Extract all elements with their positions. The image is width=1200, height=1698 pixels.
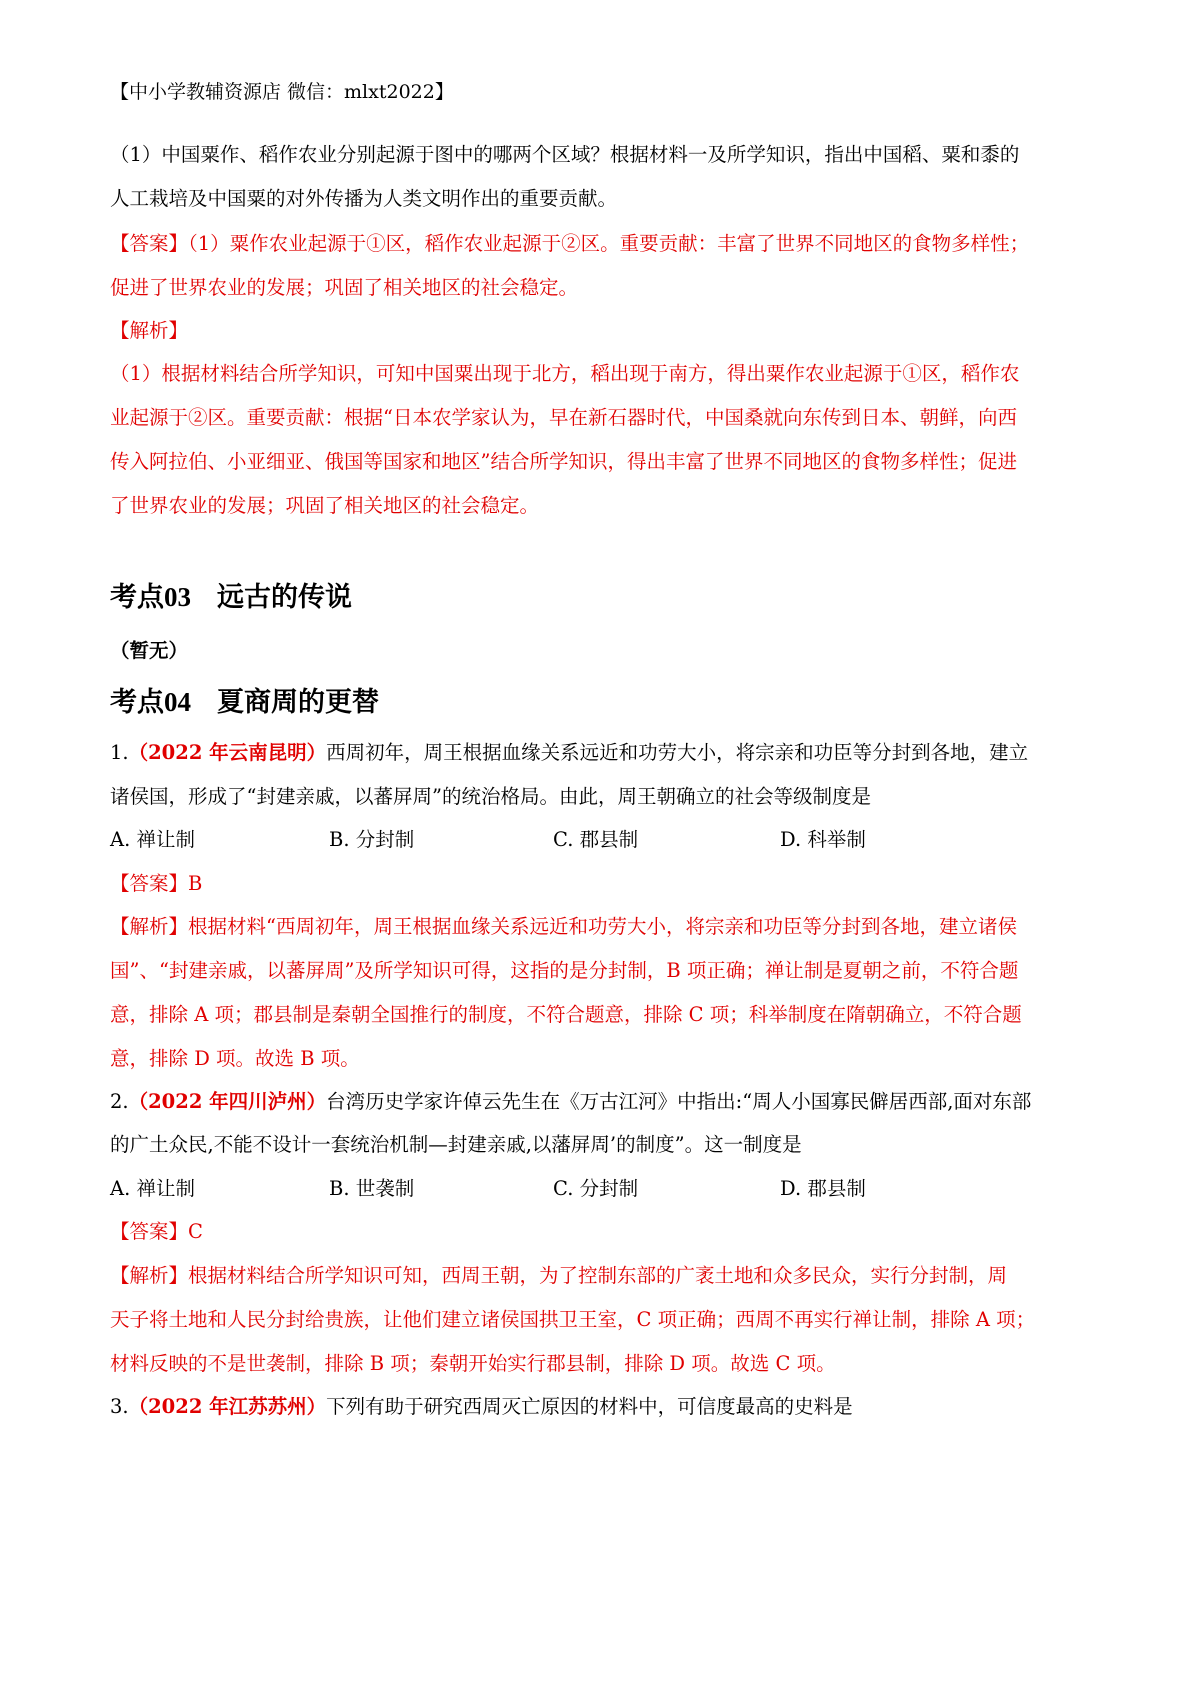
q2-answer: 【答案】C — [110, 1220, 203, 1243]
q2-analysis-line-1: 【解析】根据材料结合所学知识可知，西周王朝，为了控制东部的广袤土地和众多民众，实行分封制，周 — [110, 1264, 1008, 1287]
question-source: （2022 年江苏苏州） — [128, 1395, 327, 1418]
prev-analysis-label: 【解析】 — [110, 319, 189, 342]
prev-analysis-line-2: 业起源于②区。重要贡献：根据“日本农学家认为，早在新石器时代，中国桑就向东传到日本、朝鲜，向西 — [110, 406, 1017, 429]
q2-option-d: D. 郡县制 — [780, 1177, 866, 1200]
question-number: 3. — [110, 1395, 129, 1418]
q1-option-d: D. 科举制 — [780, 828, 866, 851]
prev-question-line-2: 人工栽培及中国粟的对外传播为人类文明作出的重要贡献。 — [110, 187, 618, 210]
question-number: 1. — [110, 741, 129, 764]
q2-option-b: B. 世袭制 — [329, 1177, 415, 1200]
q1-option-c: C. 郡县制 — [553, 828, 639, 851]
q1-option-a: A. 禅让制 — [110, 828, 195, 851]
question-source: （2022 年云南昆明） — [128, 741, 327, 764]
q2-option-c: C. 分封制 — [553, 1177, 639, 1200]
prev-analysis-line-3: 传入阿拉伯、小亚细亚、俄国等国家和地区”结合所学知识，得出丰富了世界不同地区的食物多样性；促进 — [110, 450, 1017, 473]
q1-analysis-line-3: 意，排除 A 项；郡县制是秦朝全国推行的制度，不符合题意，排除 C 项；科举制度在隋朝确立，不符合题 — [110, 1003, 1022, 1026]
header-note: 【中小学教辅资源店 微信：mlxt2022】 — [110, 81, 454, 103]
prev-analysis-line-1: （1）根据材料结合所学知识，可知中国粟出现于北方，稻出现于南方，得出粟作农业起源于①区，稻作农 — [110, 362, 1020, 385]
prev-analysis-line-4: 了世界农业的发展；巩固了相关地区的社会稳定。 — [110, 494, 540, 517]
q1-analysis-line-1: 【解析】根据材料“西周初年，周王根据血缘关系远近和功劳大小，将宗亲和功臣等分封到各地，建立诸侯 — [110, 915, 1017, 938]
question-3-stem: 3.（2022 年江苏苏州）下列有助于研究西周灭亡原因的材料中，可信度最高的史料是 — [110, 1395, 853, 1418]
question-source: （2022 年四川泸州） — [128, 1090, 327, 1113]
question-1-stem: 1.（2022 年云南昆明）西周初年，周王根据血缘关系远近和功劳大小，将宗亲和功臣等分封到各地，建立 — [110, 741, 1029, 764]
question-2-stem-cont: 的广土众民,不能不设计一套统治机制—封建亲戚,以藩屏周’的制度”。这一制度是 — [110, 1133, 802, 1156]
q1-analysis-line-2: 国”、“封建亲戚，以蕃屏周”及所学知识可得，这指的是分封制，B 项正确；禅让制是夏朝之前，不符合题 — [110, 959, 1019, 982]
prev-question-line-1: （1）中国粟作、稻作农业分别起源于图中的哪两个区域？根据材料一及所学知识，指出中国稻、粟和黍的 — [110, 143, 1020, 166]
q2-analysis-line-3: 材料反映的不是世袭制，排除 B 项；秦朝开始实行郡县制，排除 D 项。故选 C 项。 — [110, 1352, 836, 1375]
q1-analysis-line-4: 意，排除 D 项。故选 B 项。 — [110, 1047, 360, 1070]
q2-analysis-line-2: 天子将土地和人民分封给贵族，让他们建立诸侯国拱卫王室，C 项正确；西周不再实行禅让制，排除 A 项； — [110, 1308, 1036, 1331]
section-heading-04: 考点04 夏商周的更替 — [110, 687, 379, 718]
question-2-stem: 2.（2022 年四川泸州）台湾历史学家许倬云先生在《万古江河》中指出:“周人小国寡民僻居西部,面对东部 — [110, 1090, 1032, 1113]
question-number: 2. — [110, 1090, 129, 1113]
prev-answer-line-2: 促进了世界农业的发展；巩固了相关地区的社会稳定。 — [110, 276, 579, 299]
section-03-note: （暂无） — [110, 639, 189, 662]
section-heading-03: 考点03 远古的传说 — [110, 582, 352, 613]
q1-answer: 【答案】B — [110, 872, 203, 895]
q2-option-a: A. 禅让制 — [110, 1177, 195, 1200]
question-1-stem-cont: 诸侯国，形成了“封建亲戚，以蕃屏周”的统治格局。由此，周王朝确立的社会等级制度是 — [110, 785, 871, 808]
q1-option-b: B. 分封制 — [329, 828, 415, 851]
prev-answer-line-1: 【答案】（1）粟作农业起源于①区，稻作农业起源于②区。重要贡献：丰富了世界不同地区的食物多样性； — [110, 232, 1030, 255]
